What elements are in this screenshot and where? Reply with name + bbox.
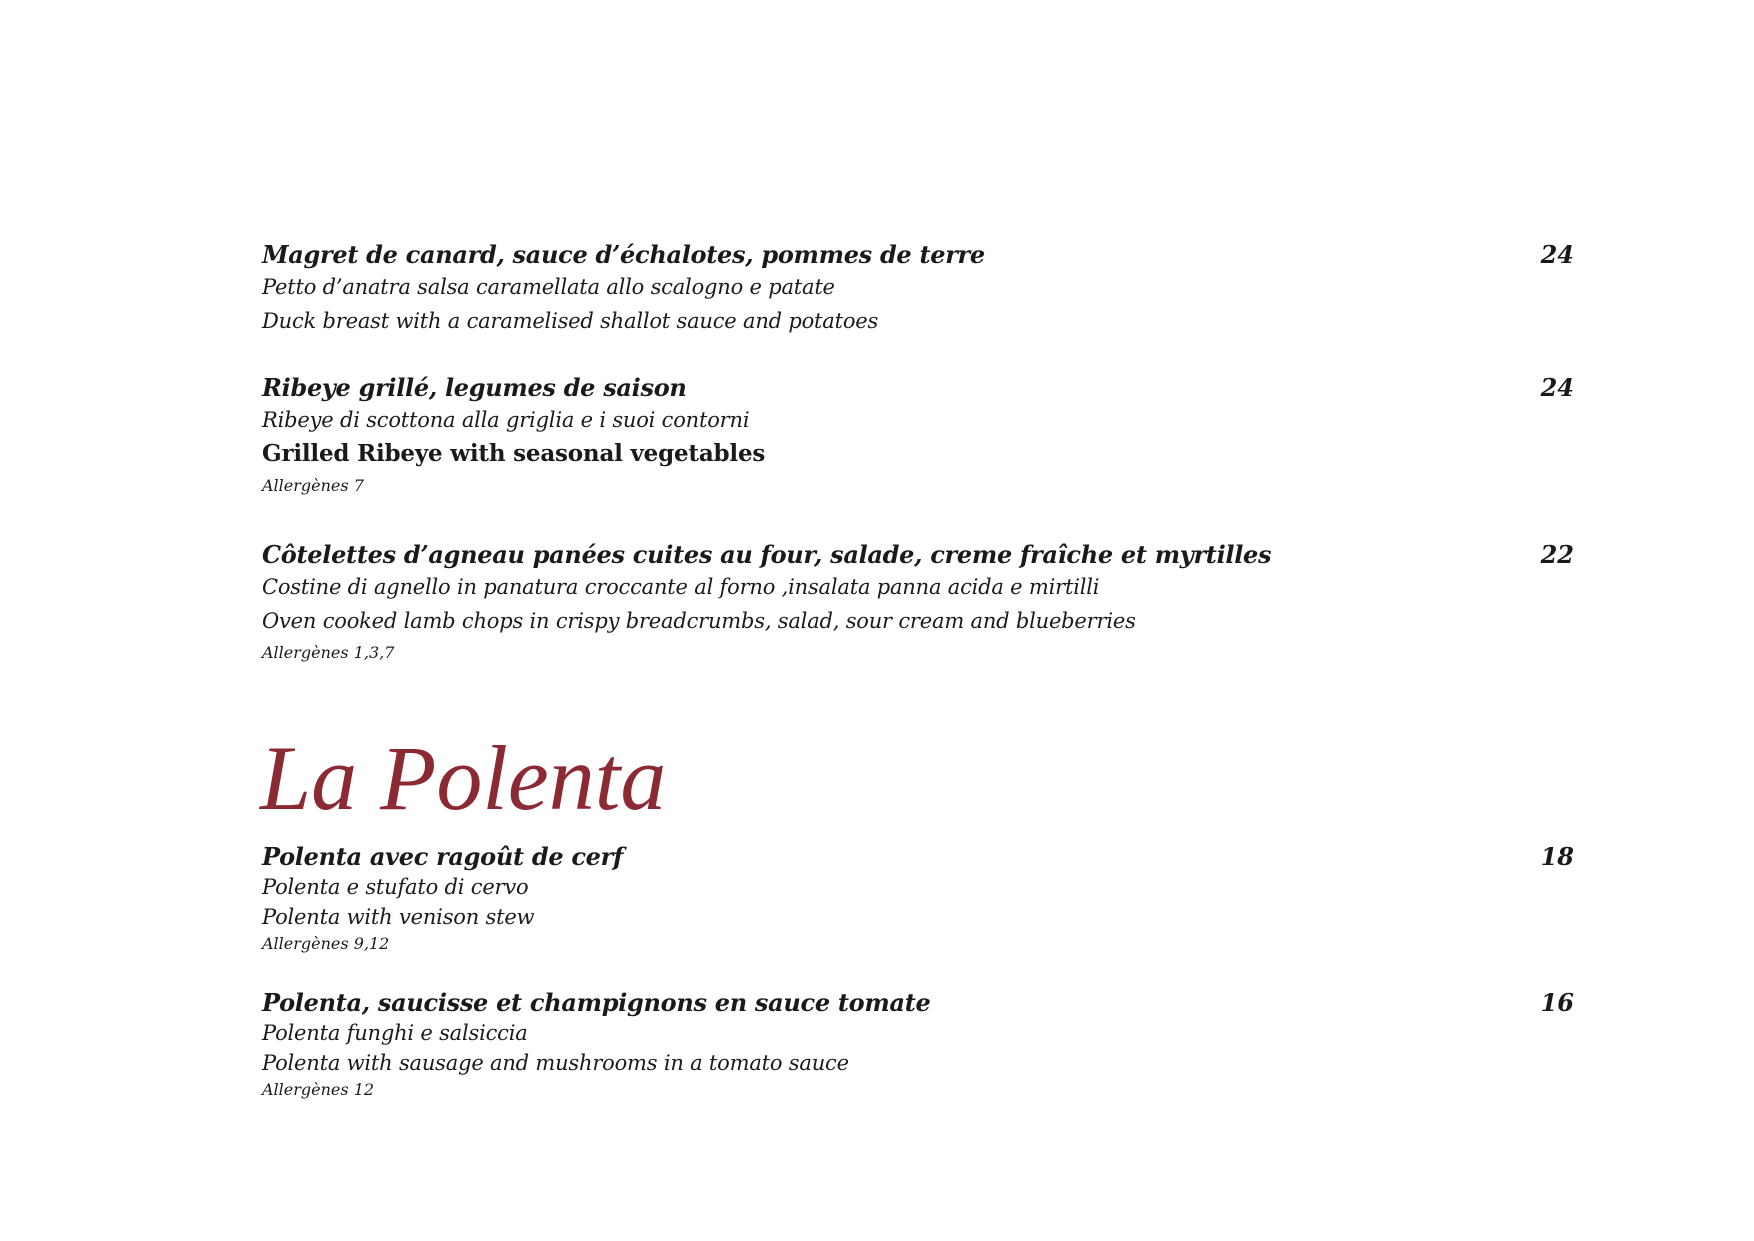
dish-italian: Polenta e stufato di cervo bbox=[262, 875, 529, 899]
dish-italian: Ribeye di scottona alla griglia e i suoi contorni bbox=[262, 408, 750, 432]
menu-item-cotelettes bbox=[262, 540, 1574, 668]
dish-price: 24 bbox=[1540, 240, 1574, 269]
menu-item-ribeye bbox=[262, 373, 1574, 501]
dish-allergens: Allergènes 1,3,7 bbox=[262, 643, 395, 662]
dish-allergens: Allergènes 7 bbox=[262, 476, 364, 495]
dish-english: Oven cooked lamb chops in crispy breadcrumbs, salad, sour cream and blueberries bbox=[262, 609, 1136, 633]
dish-title: Côtelettes d’agneau panées cuites au four, salade, creme fraîche et myrtilles bbox=[262, 540, 1272, 569]
dish-english: Polenta with venison stew bbox=[262, 905, 535, 929]
dish-title: Polenta avec ragoût de cerf bbox=[262, 842, 624, 871]
menu-item-polenta-cerf bbox=[262, 842, 1574, 956]
dish-allergens: Allergènes 9,12 bbox=[262, 934, 390, 953]
dish-title: Ribeye grillé, legumes de saison bbox=[262, 373, 687, 402]
dish-allergens: Allergènes 12 bbox=[262, 1080, 375, 1099]
dish-price: 24 bbox=[1540, 373, 1574, 402]
dish-english: Duck breast with a caramelised shallot sauce and potatoes bbox=[262, 309, 879, 333]
dish-title: Polenta, saucisse et champignons en sauce tomate bbox=[262, 988, 931, 1017]
dish-english: Grilled Ribeye with seasonal vegetables bbox=[262, 440, 766, 467]
dish-price: 22 bbox=[1540, 540, 1574, 569]
section-heading: La Polenta bbox=[260, 727, 667, 829]
menu-item-magret bbox=[262, 240, 1574, 338]
dish-italian: Petto d’anatra salsa caramellata allo scalogno e patate bbox=[262, 275, 835, 299]
dish-italian: Costine di agnello in panatura croccante al forno ,insalata panna acida e mirtilli bbox=[262, 575, 1100, 599]
dish-italian: Polenta funghi e salsiccia bbox=[262, 1021, 528, 1045]
dish-english: Polenta with sausage and mushrooms in a tomato sauce bbox=[262, 1051, 849, 1075]
dish-title: Magret de canard, sauce d’échalotes, pommes de terre bbox=[262, 240, 985, 269]
dish-price: 16 bbox=[1540, 988, 1574, 1017]
dish-price: 18 bbox=[1540, 842, 1574, 871]
menu-item-polenta-saucisse bbox=[262, 988, 1574, 1102]
